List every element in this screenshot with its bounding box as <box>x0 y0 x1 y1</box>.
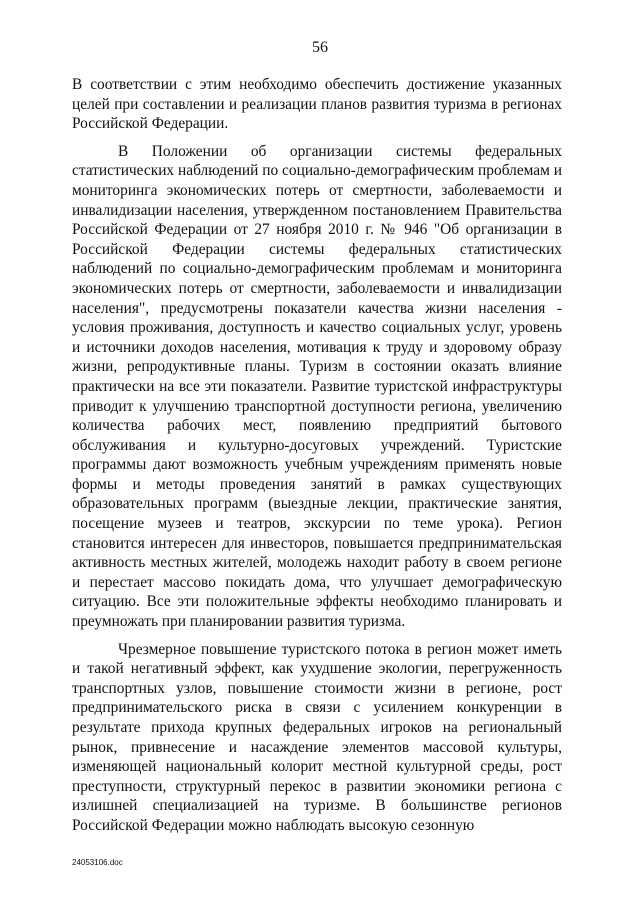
paragraph-2: В Положении об организации системы федеральных статистических наблюдений по социально-демографическим проблемам и мониторинга экономических потерь от смертности, заболеваемости и инвалидизации населения, утвержденном постановлением Правительства Российской Федерации от 27 ноября 2010 г. № 946 "Об организации в Российской Федерации системы федеральных статистических наблюдений по социально-демографическим проблемам и мониторинга экономических потерь от смертности, заболеваемости и инвалидизации населения", предусмотрены показатели качества жизни населения - условия проживания, доступность и качество социальных услуг, уровень и источники доходов населения, мотивация к труду и здоровому образу жизни, репродуктивные планы. Туризм в состоянии оказать влияние практически на все эти показатели. Развитие туристской инфраструктуры приводит к улучшению транспортной доступности региона, увеличению количества рабочих мест, появлению предприятий бытового обслуживания и культурно-досуговых учреждений. Туристские программы дают возможность учебным учреждениям применять новые формы и методы проведения занятий в рамках существующих образовательных программ (выездные лекции, практические занятия, посещение музеев и театров, экскурсии по теме урока). Регион становится интересен для инвесторов, повышается предпринимательская активность местных жителей, молодежь находит работу в своем регионе и перестает массово покидать дома, что улучшает демографическую ситуацию. Все эти положительные эффекты необходимо планировать и преумножать при планировании развития туризма. <box>72 142 562 631</box>
page-number: 56 <box>312 39 328 56</box>
paragraph-3: Чрезмерное повышение туристского потока в регион может иметь и такой негативный эффект, как ухудшение экологии, перегруженность транспортных узлов, повышение стоимости жизни в регионе, рост предпринимательского риска в связи с усилением конкуренции в результате прихода крупных федеральных игроков на региональный рынок, привнесение и насаждение элементов массовой культуры, изменяющей национальный колорит местной культурной среды, рост преступности, структурный перекос в развитии экономики региона с излишней специализацией на туризме. В большинстве регионов Российской Федерации можно наблюдать высокую сезонную <box>72 640 562 834</box>
body-text <box>72 75 562 836</box>
paragraph-1: В соответствии с этим необходимо обеспечить достижение указанных целей при составлении и реализации планов развития туризма в регионах Российской Федерации. <box>72 76 562 133</box>
footer-filename: 24053106.doc <box>72 858 123 867</box>
